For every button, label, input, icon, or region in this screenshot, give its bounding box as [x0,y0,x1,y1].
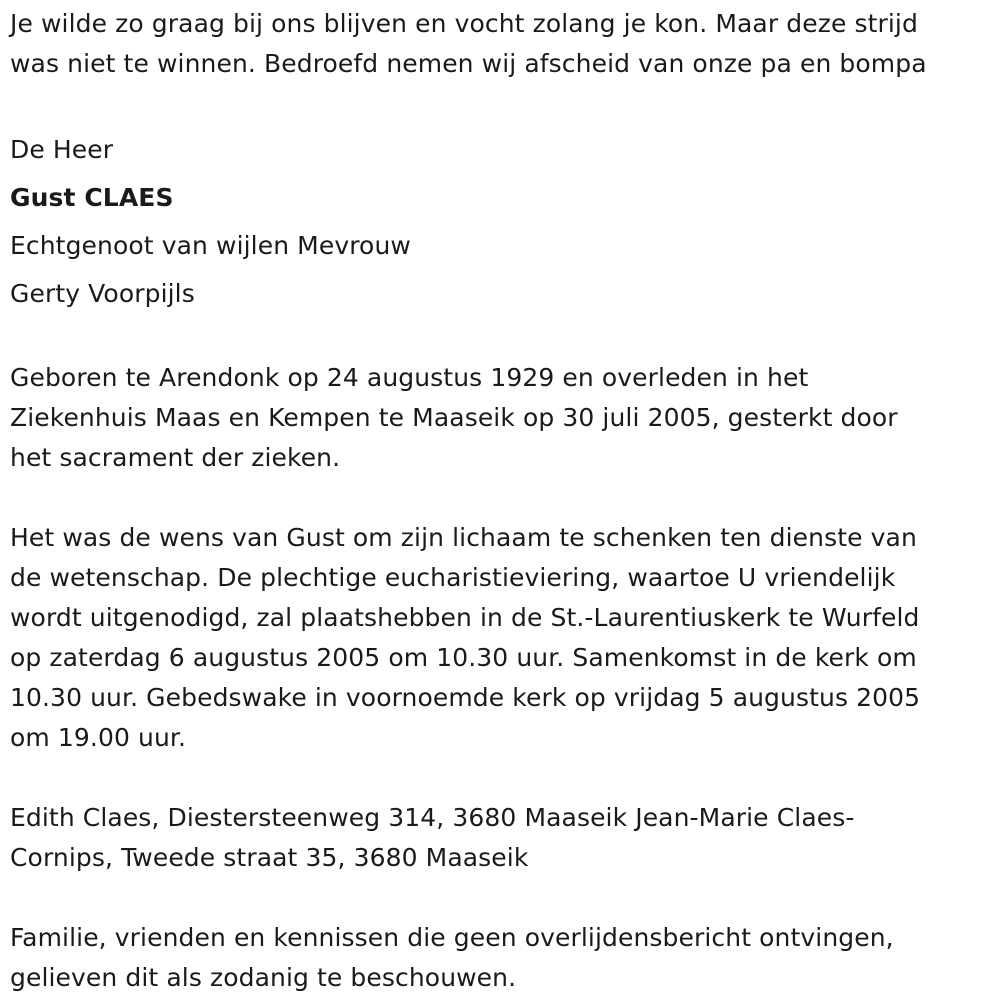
paragraph-gap [10,478,995,518]
ceremony-line: op zaterdag 6 augustus 2005 om 10.30 uur. Samenkomst in de kerk om [10,643,917,672]
birth-death-paragraph [10,358,995,478]
spouse-line: Gerty Voorpijls [10,279,195,308]
deceased-name: Gust CLAES [10,183,174,212]
paragraph-gap [10,84,995,124]
intro-line: Je wilde zo graag bij ons blijven en vocht zolang je kon. Maar deze strijd [10,9,918,38]
birth-death-line: Geboren te Arendonk op 24 augustus 1929 en overleden in het [10,363,809,392]
obituary-document [10,0,995,998]
spouse-line: Echtgenoot van wijlen Mevrouw [10,231,411,260]
deceased-block [10,126,995,318]
contact-line: Edith Claes, Diestersteenweg 314, 3680 Maaseik Jean-Marie Claes- [10,803,855,832]
closing-line: Familie, vrienden en kennissen die geen overlijdensbericht ontvingen, [10,923,894,952]
ceremony-paragraph [10,518,995,758]
birth-death-line: Ziekenhuis Maas en Kempen te Maaseik op 30 juli 2005, gesterkt door [10,403,898,432]
contact-line: Cornips, Tweede straat 35, 3680 Maaseik [10,843,529,872]
ceremony-line: 10.30 uur. Gebedswake in voornoemde kerk op vrijdag 5 augustus 2005 [10,683,921,712]
ceremony-line: wordt uitgenodigd, zal plaatshebben in de St.-Laurentiuskerk te Wurfeld [10,603,920,632]
closing-line: gelieven dit als zodanig te beschouwen. [10,963,517,992]
contacts-paragraph [10,798,995,878]
intro-line: was niet te winnen. Bedroefd nemen wij afscheid van onze pa en bompa [10,49,927,78]
intro-paragraph [10,0,995,84]
salutation: De Heer [10,135,114,164]
birth-death-line: het sacrament der zieken. [10,443,341,472]
paragraph-gap [10,758,995,798]
paragraph-gap [10,878,995,918]
ceremony-line: de wetenschap. De plechtige eucharistieviering, waartoe U vriendelijk [10,563,896,592]
paragraph-gap [10,318,995,358]
ceremony-line: om 19.00 uur. [10,723,187,752]
closing-paragraph [10,918,995,998]
ceremony-line: Het was de wens van Gust om zijn lichaam te schenken ten dienste van [10,523,917,552]
